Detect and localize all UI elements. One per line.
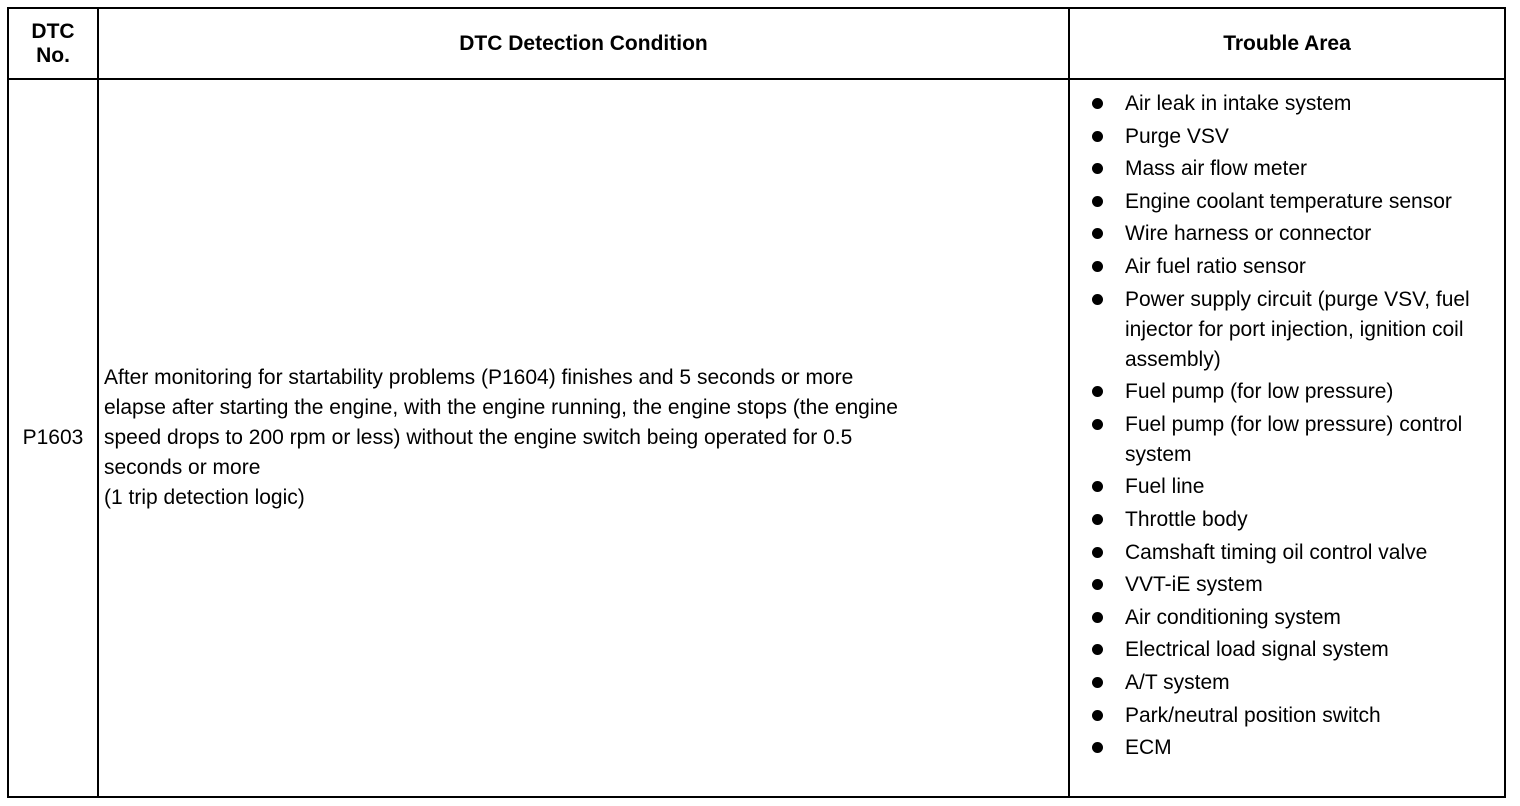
trouble-area-item: [1070, 733, 1504, 763]
trouble-area-item: [1070, 154, 1504, 184]
trouble-area-item: [1070, 377, 1504, 407]
trouble-area-item: [1070, 505, 1504, 535]
bullet-icon: [1092, 481, 1103, 492]
bullet-icon: [1092, 579, 1103, 590]
trouble-area-item: [1070, 701, 1504, 731]
trouble-area-item-text: VVT-iE system: [1125, 573, 1263, 597]
bullet-icon: [1092, 742, 1103, 753]
bullet-icon: [1092, 677, 1103, 688]
trouble-area-item: [1070, 252, 1504, 282]
dtc-table: [7, 7, 1506, 798]
bullet-icon: [1092, 386, 1103, 397]
trouble-area-item-text: Fuel pump (for low pressure): [1125, 380, 1394, 404]
bullet-icon: [1092, 228, 1103, 239]
trouble-area-item-text: Air fuel ratio sensor: [1125, 254, 1306, 278]
bullet-icon: [1092, 419, 1103, 430]
bullet-icon: [1092, 547, 1103, 558]
trouble-area-item: [1070, 538, 1504, 568]
bullet-icon: [1092, 294, 1103, 305]
trouble-area-list: [1070, 89, 1504, 763]
trouble-area-item: [1070, 635, 1504, 665]
trouble-area-item-text: Camshaft timing oil control valve: [1125, 540, 1428, 564]
detection-condition-cell: [99, 80, 1068, 796]
trouble-area-item: [1070, 603, 1504, 633]
bullet-icon: [1092, 131, 1103, 142]
trouble-area-item: [1070, 122, 1504, 152]
dtc-code: P1603: [22, 426, 84, 449]
detection-condition-text: After monitoring for startability problems (P1604) finishes and 5 seconds or more elapse after starting the engine, with the engine running, the engine stops (the engine speed drops to 200 rpm or less) without the engine switch being operated for 0.5 seconds or more (1 trip detection logic): [104, 366, 898, 509]
trouble-area-item: [1070, 219, 1504, 249]
trouble-area-item-text: Electrical load signal system: [1125, 638, 1389, 662]
trouble-area-item-text: Air conditioning system: [1125, 605, 1341, 629]
bullet-icon: [1092, 644, 1103, 655]
trouble-area-item-text: ECM: [1125, 736, 1172, 760]
trouble-area-item: [1070, 89, 1504, 119]
trouble-area-item: [1070, 187, 1504, 217]
trouble-area-item-text: Wire harness or connector: [1125, 222, 1372, 246]
bullet-icon: [1092, 514, 1103, 525]
trouble-area-item: [1070, 410, 1504, 470]
trouble-area-cell: [1070, 89, 1504, 795]
trouble-area-item: [1070, 570, 1504, 600]
trouble-area-item: [1070, 285, 1504, 375]
header-trouble-area: Trouble Area: [1223, 31, 1351, 55]
trouble-area-item-text: Fuel line: [1125, 475, 1205, 499]
bullet-icon: [1092, 163, 1103, 174]
trouble-area-item-text: Purge VSV: [1125, 124, 1229, 148]
trouble-area-item-text: Power supply circuit (purge VSV, fuel injector for port injection, ignition coil assembly): [1125, 287, 1470, 371]
trouble-area-item-text: Air leak in intake system: [1125, 92, 1352, 115]
header-detection-condition: DTC Detection Condition: [459, 31, 708, 55]
trouble-area-item-text: Mass air flow meter: [1125, 157, 1308, 181]
bullet-icon: [1092, 612, 1103, 623]
trouble-area-item-text: Park/neutral position switch: [1125, 703, 1381, 727]
trouble-area-item: [1070, 472, 1504, 502]
trouble-area-item-text: A/T system: [1125, 670, 1230, 694]
header-dtc-no: DTC No.: [31, 19, 75, 67]
bullet-icon: [1092, 98, 1103, 109]
trouble-area-item-text: Throttle body: [1125, 507, 1248, 531]
trouble-area-item: [1070, 668, 1504, 698]
bullet-icon: [1092, 196, 1103, 207]
bullet-icon: [1092, 710, 1103, 721]
trouble-area-item-text: Engine coolant temperature sensor: [1125, 189, 1452, 213]
bullet-icon: [1092, 261, 1103, 272]
trouble-area-item-text: Fuel pump (for low pressure) control system: [1125, 412, 1463, 466]
